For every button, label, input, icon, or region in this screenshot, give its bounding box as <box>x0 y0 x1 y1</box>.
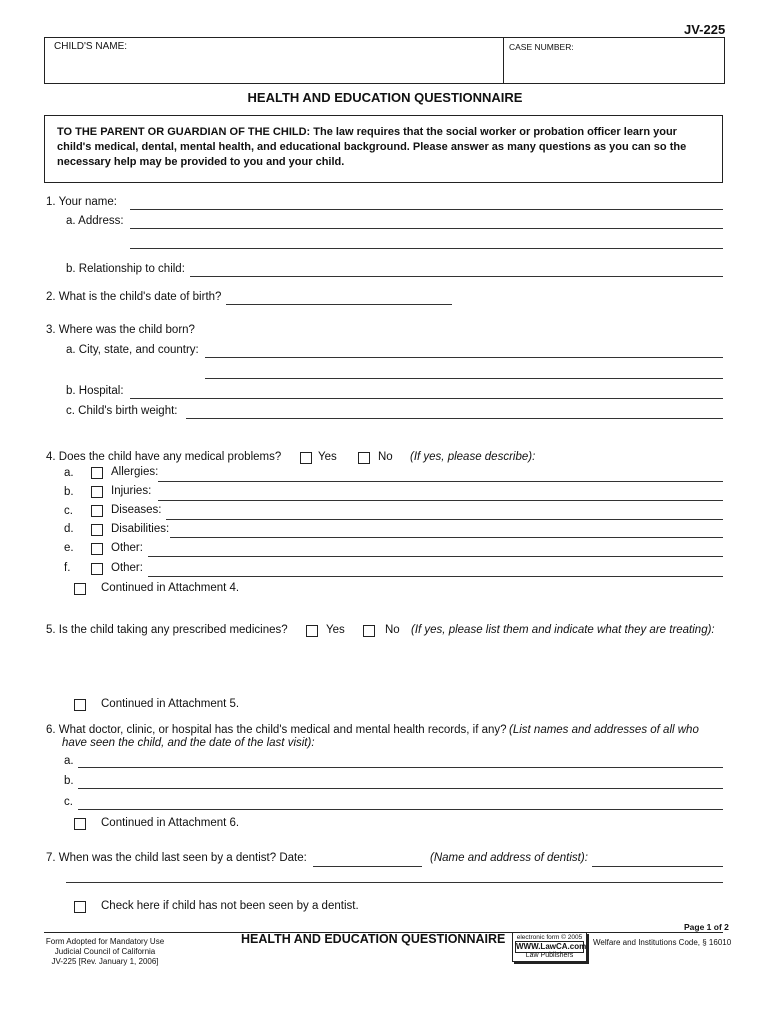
q6-note-2: have seen the child, and the date of the last visit): <box>62 737 315 749</box>
hospital-field[interactable] <box>130 398 723 399</box>
case-number-label: CASE NUMBER: <box>509 42 574 52</box>
adopted-line-3: JV-225 [Rev. January 1, 2006] <box>51 957 159 966</box>
case-number-field[interactable] <box>508 55 718 79</box>
q4-item-label: Other: <box>111 562 143 574</box>
other-f-field[interactable] <box>148 576 723 577</box>
q4-item-letter: a. <box>64 467 74 479</box>
q4-yes-label: Yes <box>318 451 337 463</box>
q6-note-1: (List names and addresses of all who <box>509 724 699 736</box>
q4-item-label: Disabilities: <box>111 523 170 535</box>
q4-item-label: Diseases: <box>111 504 162 516</box>
q1-relationship-label: b. Relationship to child: <box>66 263 185 275</box>
q3-label: 3. Where was the child born? <box>46 324 195 336</box>
q4-note: (If yes, please describe): <box>410 451 536 463</box>
q1-address-label: a. Address: <box>66 215 124 227</box>
q5-yes-checkbox[interactable] <box>306 625 318 637</box>
q4-item-letter: d. <box>64 523 74 535</box>
adopted-line-1: Form Adopted for Mandatory Use <box>45 937 165 946</box>
relationship-field[interactable] <box>190 276 723 277</box>
q6-item-letter: c. <box>64 796 73 808</box>
child-name-field[interactable] <box>50 55 498 79</box>
adopted-line-2: Judicial Council of California <box>54 947 156 956</box>
q5-label: 5. Is the child taking any prescribed medicines? <box>46 624 288 636</box>
header-divider <box>503 37 504 83</box>
dentist-name-field[interactable] <box>592 866 723 867</box>
injuries-checkbox[interactable] <box>91 486 103 498</box>
diseases-checkbox[interactable] <box>91 505 103 517</box>
q5-continued-checkbox[interactable] <box>74 699 86 711</box>
q4-item-letter: f. <box>64 562 71 574</box>
stamp-line-3: Law Publishers <box>525 952 574 959</box>
birth-date-field[interactable] <box>226 304 452 305</box>
q5-no-checkbox[interactable] <box>363 625 375 637</box>
disabilities-field[interactable] <box>170 537 723 538</box>
q6-continued-label: Continued in Attachment 6. <box>101 817 240 829</box>
q4-item-label: Other: <box>111 542 143 554</box>
birth-weight-field[interactable] <box>186 418 723 419</box>
records-field-c[interactable] <box>78 809 723 810</box>
statute-reference: Welfare and Institutions Code, § 16010 <box>593 938 732 947</box>
q7-note: (Name and address of dentist): <box>430 852 588 864</box>
allergies-checkbox[interactable] <box>91 467 103 479</box>
footer-title: HEALTH AND EDUCATION QUESTIONNAIRE <box>241 932 506 946</box>
q3-city-label: a. City, state, and country: <box>66 344 199 356</box>
page-number: Page 1 of 2 <box>684 922 729 932</box>
records-field-b[interactable] <box>78 788 723 789</box>
child-name-label: CHILD'S NAME: <box>54 41 128 52</box>
address-field-2[interactable] <box>130 248 723 249</box>
stamp-line-2: WWW.LawCA.com <box>516 942 587 951</box>
dentist-address-field[interactable] <box>66 882 723 883</box>
q5-no-label: No <box>385 624 400 636</box>
disabilities-checkbox[interactable] <box>91 524 103 536</box>
q4-no-checkbox[interactable] <box>358 452 370 464</box>
q6-item-letter: a. <box>64 755 74 767</box>
q6-item-letter: b. <box>64 775 74 787</box>
other-e-checkbox[interactable] <box>91 543 103 555</box>
q4-continued-checkbox[interactable] <box>74 583 86 595</box>
dentist-date-field[interactable] <box>313 866 422 867</box>
records-field-a[interactable] <box>78 767 723 768</box>
no-dentist-checkbox[interactable] <box>74 901 86 913</box>
q3-hospital-label: b. Hospital: <box>66 385 124 397</box>
q4-item-letter: e. <box>64 542 74 554</box>
q7-label: 7. When was the child last seen by a dentist? Date: <box>46 852 307 864</box>
q1-label: 1. Your name: <box>46 196 117 208</box>
other-f-checkbox[interactable] <box>91 563 103 575</box>
q5-yes-label: Yes <box>326 624 345 636</box>
allergies-field[interactable] <box>158 481 723 482</box>
q6-label: 6. What doctor, clinic, or hospital has the child's medical and mental health records, if any? <box>46 724 507 736</box>
birth-city-field-2[interactable] <box>205 378 723 379</box>
notice-text: TO THE PARENT OR GUARDIAN OF THE CHILD: The law requires that the social worker or probation officer learn your child's medical, dental, mental health, and educational background. Please answer as many questions as you can so the necessary help may be provided to you and your child. <box>57 126 687 168</box>
stamp-line-1: electronic form © 2005 <box>516 934 583 941</box>
your-name-field[interactable] <box>130 209 723 210</box>
q4-item-letter: c. <box>64 505 73 517</box>
q4-no-label: No <box>378 451 393 463</box>
q4-yes-checkbox[interactable] <box>300 452 312 464</box>
q5-continued-label: Continued in Attachment 5. <box>101 698 240 710</box>
page-title: HEALTH AND EDUCATION QUESTIONNAIRE <box>247 90 523 105</box>
notice-box <box>44 115 723 183</box>
q4-item-label: Injuries: <box>111 485 152 497</box>
q5-note: (If yes, please list them and indicate what they are treating): <box>411 624 715 636</box>
form-id: JV-225 <box>684 22 726 37</box>
address-field-1[interactable] <box>130 228 723 229</box>
diseases-field[interactable] <box>166 519 723 520</box>
q6-continued-checkbox[interactable] <box>74 818 86 830</box>
q4-continued-label: Continued in Attachment 4. <box>101 582 240 594</box>
medicines-field[interactable] <box>60 642 720 692</box>
birth-city-field-1[interactable] <box>205 357 723 358</box>
no-dentist-label: Check here if child has not been seen by a dentist. <box>101 900 359 912</box>
lawca-stamp <box>512 932 587 962</box>
other-e-field[interactable] <box>148 556 723 557</box>
q4-label: 4. Does the child have any medical problems? <box>46 451 282 463</box>
injuries-field[interactable] <box>158 500 723 501</box>
q2-label: 2. What is the child's date of birth? <box>46 291 222 303</box>
q4-item-label: Allergies: <box>111 466 159 478</box>
q4-item-letter: b. <box>64 486 74 498</box>
q3-weight-label: c. Child's birth weight: <box>66 405 178 417</box>
